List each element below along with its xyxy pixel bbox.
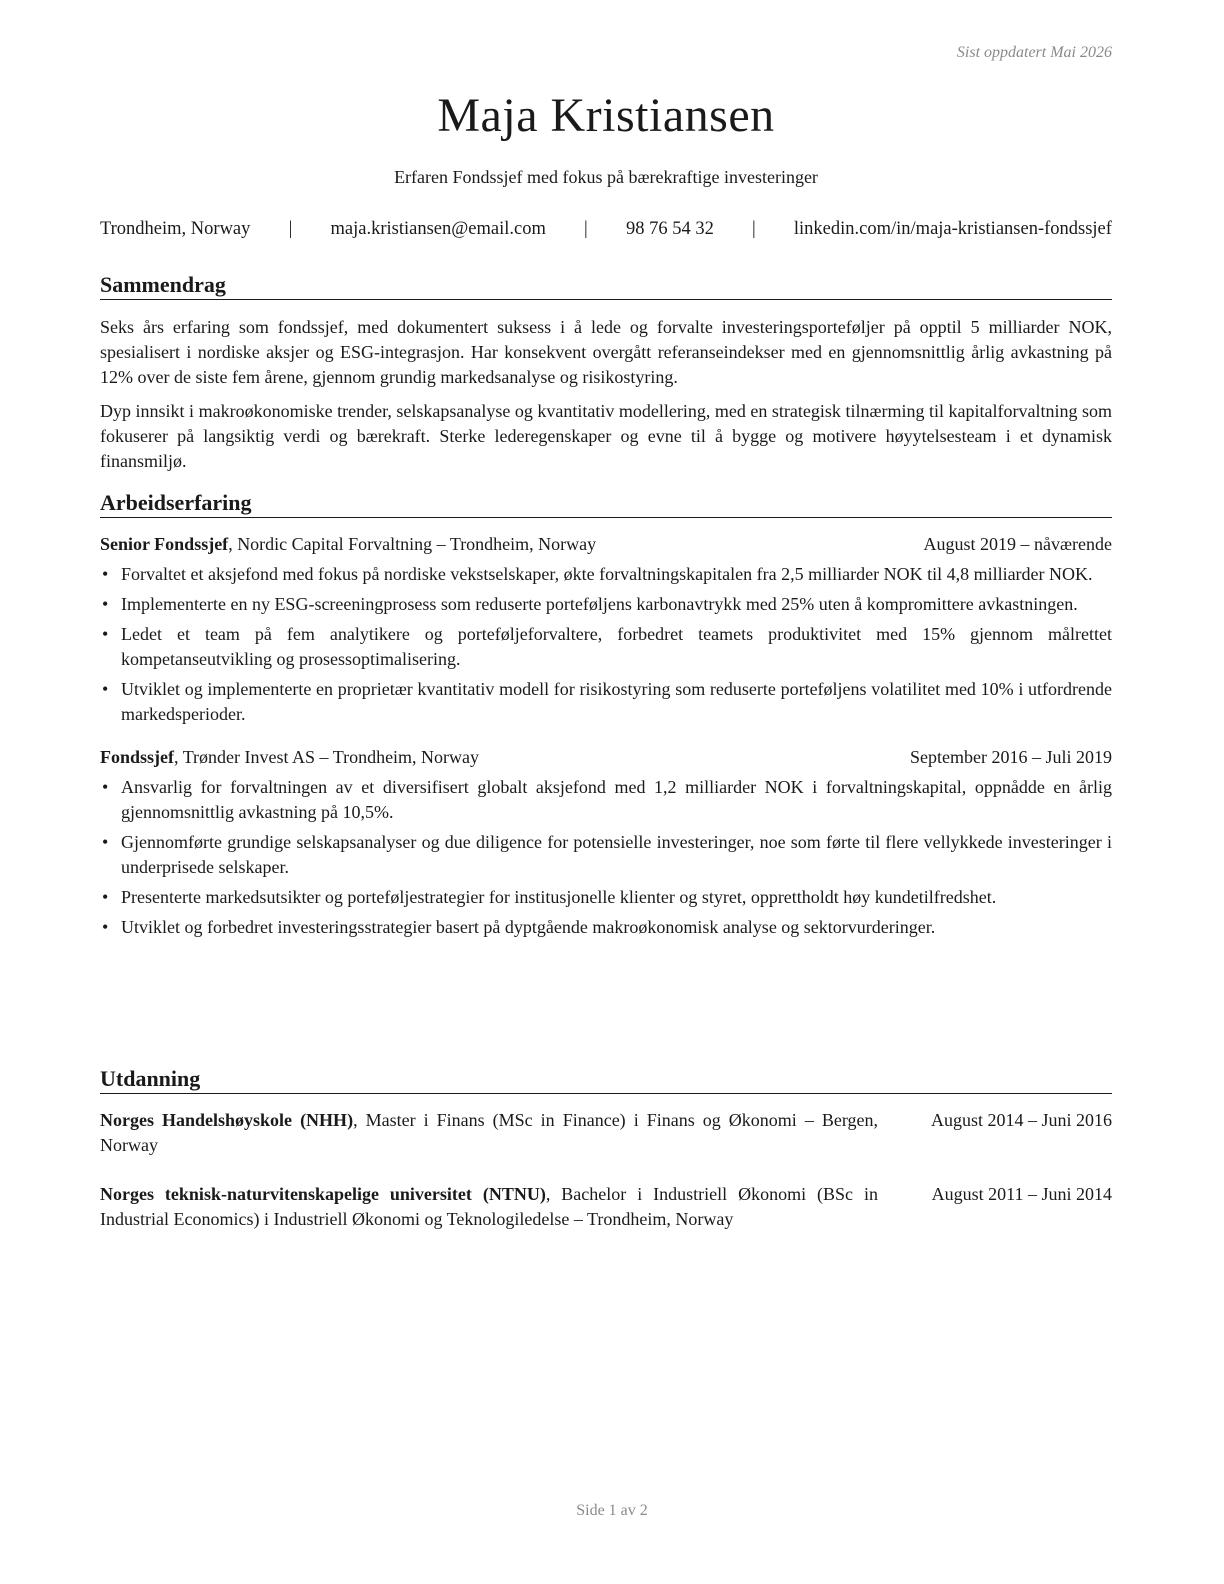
candidate-name: Maja Kristiansen [437,89,775,142]
education-degree: , Master i Finans (MSc in Finance) i Finans og Økonomi – Bergen, Norway [100,1110,878,1155]
list-item: • Forvaltet et aksjefond med fokus på nordiske vekstselskaper, økte forvaltningskapitalen fra 2,5 milliarder NOK til 4,8 milliarder NOK. [100,562,1112,587]
education-school: Norges Handelshøyskole (NHH) [100,1110,354,1130]
job-bullets [100,562,1112,727]
contact-linkedin[interactable]: linkedin.com/in/maja-kristiansen-fondssjef [793,219,1112,239]
summary-paragraph: Dyp innsikt i makroøkonomiske trender, selskapsanalyse og kvantitativ modellering, med en strategisk tilnærming til kapitalforvaltning som fokuserer på langsiktig verdi og bærekraft. Sterke lederegenskaper og evne til å bygge og motivere høyytelsesteam i et dynamisk finansmiljø. [100,401,1112,471]
list-item: • Implementerte en ny ESG-screeningprosess som reduserte porteføljens karbonavtrykk med 25% uten å kompromittere avkastningen. [100,592,1112,617]
contact-separator: | [288,219,293,239]
contact-separator: | [752,219,756,239]
contact-separator: | [584,219,588,239]
summary-paragraph: Seks års erfaring som fondssjef, med dokumentert suksess i å lede og forvalte investeringsporteføljer på opptil 5 milliarder NOK, spesialisert i nordiske aksjer og ESG-integrasjon. Har konsekvent overgått referanseindekser med en gjennomsnittlig årlig avkastning på 12% over de siste fem årene, gjennom grundig markedsanalyse og risikostyring. [100,317,1112,387]
section-heading: Utdanning [100,1065,1112,1094]
job-role: Senior Fondssjef [100,534,229,554]
list-item: • Utviklet og forbedret investeringsstrategier basert på dyptgående makroøkonomisk analyse og sektorvurderinger. [100,915,1112,940]
education-dates: August 2011 – Juni 2014 [931,1184,1112,1204]
education-dates: August 2014 – Juni 2016 [930,1110,1112,1130]
education-degree: , Bachelor i Industriell Økonomi (BSc in Industrial Economics) i Industriell Økonomi og Teknologiledelse – Trondheim, Norway [100,1184,878,1229]
education-detail [100,1108,878,1158]
job-header [100,745,1112,770]
job-dates: September 2016 – Juli 2019 [910,747,1112,767]
job-bullets [100,775,1112,940]
section-heading: Arbeidserfaring [100,489,1112,518]
job-entry [100,532,1112,727]
job-title-line [100,532,596,557]
job-role: Fondssjef [100,747,175,767]
job-dates: August 2019 – nåværende [923,534,1112,554]
summary-section [100,271,1112,474]
list-item: • Ansvarlig for forvaltningen av et diversifisert globalt aksjefond med 1,2 milliarder NOK i forvaltningskapital, oppnådde en årlig gjennomsnittlig avkastning på 10,5%. [100,775,1112,825]
education-school: Norges teknisk-naturvitenskapelige universitet (NTNU) [100,1184,546,1204]
job-entry [100,745,1112,940]
list-item: • Utviklet og implementerte en proprietær kvantitativ modell for risikostyring som reduserte porteføljens volatilitet med 10% i utfordrende markedsperioder. [100,677,1112,727]
page-number: Side 1 av 2 [576,1502,648,1519]
tagline: Erfaren Fondssjef med fokus på bærekraftige investeringer [394,167,818,187]
experience-section [100,489,1112,945]
contact-line [100,219,1112,240]
job-employer: , Trønder Invest AS – Trondheim, Norway [174,747,480,767]
job-employer: , Nordic Capital Forvaltning – Trondheim, Norway [228,534,597,554]
education-detail [100,1182,878,1232]
section-heading: Sammendrag [100,271,1112,300]
contact-location: Trondheim, Norway [100,219,251,239]
contact-phone[interactable]: 98 76 54 32 [625,219,714,239]
job-header [100,532,1112,557]
list-item: • Gjennomførte grundige selskapsanalyser og due diligence for potensielle investeringer, noe som førte til flere vellykkede investeringer i underprisede selskaper. [100,830,1112,880]
education-section [100,1065,1112,1232]
contact-email[interactable]: maja.kristiansen@email.com [330,219,546,239]
education-entry [100,1108,1112,1158]
list-item: • Presenterte markedsutsikter og porteføljestrategier for institusjonelle klienter og styret, opprettholdt høy kundetilfredshet. [100,885,1112,910]
job-title-line [100,745,479,770]
list-item: • Ledet et team på fem analytikere og porteføljeforvaltere, forbedret teamets produktivitet med 15% gjennom målrettet kompetanseutvikling og prosessoptimalisering. [100,622,1112,672]
education-entry [100,1182,1112,1232]
last-updated: Sist oppdatert Mai 2026 [956,44,1112,61]
